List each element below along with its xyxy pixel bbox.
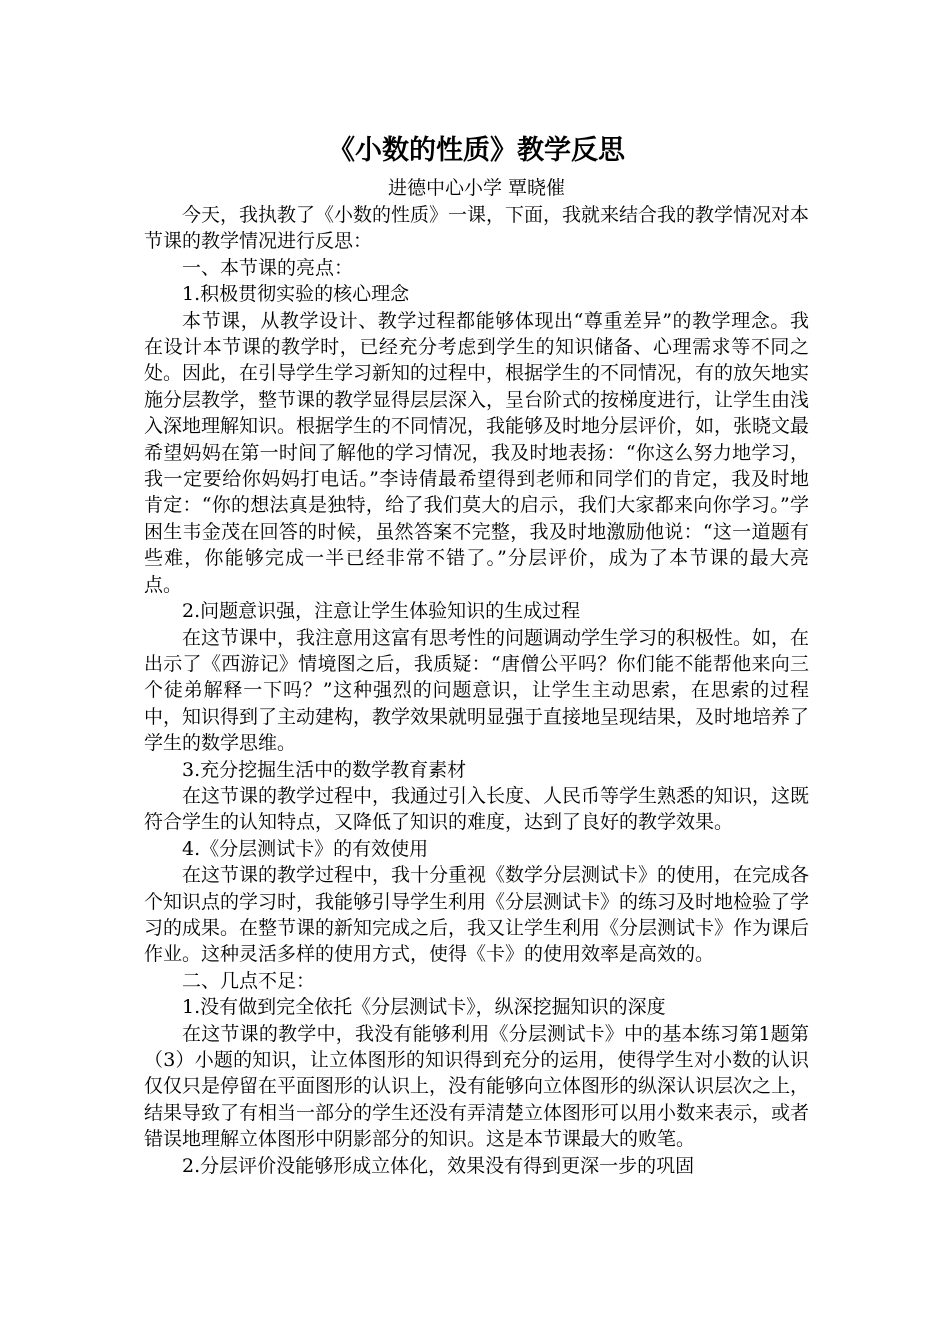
document-page [144, 128, 809, 1179]
subheading-1: 1.积极贯彻实验的核心理念 [182, 283, 410, 306]
paragraph-2: 在这节课中，我注意用这富有思考性的问题调动学生学习的积极性。如，在出示了《西游记》情境图之后，我质疑：“唐僧公平吗？你们能不能帮他来向三个徒弟解释一下吗？”这种强烈的问题意识，让学生主动思索，在思索的过程中，知识得到了主动建构，教学效果就明显强于直接地呈现结果，及时地培养了学生的数学思维。 [144, 626, 810, 755]
subheading-2: 2.问题意识强，注意让学生体验知识的生成过程 [182, 600, 581, 623]
document-title: 《小数的性质》教学反思 [328, 135, 625, 166]
paragraph-5: 在这节课的教学中，我没有能够利用《分层测试卡》中的基本练习第1题第（3）小题的知识，让立体图形的知识得到充分的运用，使得学生对小数的认识仅仅只是停留在平面图形的认识上，没有能够向立体图形的纵深认识层次之上，结果导致了有相当一部分的学生还没有弄清楚立体图形可以用小数来表示，或者错误地理解立体图形中阴影部分的知识。这是本节课最大的败笔。 [144, 1022, 810, 1151]
heading-shortcomings: 二、几点不足： [182, 969, 316, 992]
subheading-5: 1.没有做到完全依托《分层测试卡》，纵深挖掘知识的深度 [182, 996, 666, 1019]
subheading-6: 2.分层评价没能够形成立体化，效果没有得到更深一步的巩固 [182, 1154, 695, 1177]
document-author: 进德中心小学 覃晓催 [387, 177, 566, 199]
subheading-3: 3.充分挖掘生活中的数学教育素材 [182, 758, 467, 781]
paragraph-3: 在这节课的教学过程中，我通过引入长度、人民币等学生熟悉的知识，这既符合学生的认知特点，又降低了知识的难度，达到了良好的教学效果。 [144, 784, 810, 834]
heading-highlights: 一、本节课的亮点： [182, 256, 354, 279]
paragraph-4: 在这节课的教学过程中，我十分重视《数学分层测试卡》的使用，在完成各个知识点的学习时，我能够引导学生利用《分层测试卡》的练习及时地检验了学习的成果。在整节课的新知完成之后，我又让学生利用《分层测试卡》作为课后作业。这种灵活多样的使用方式，使得《卡》的使用效率是高效的。 [144, 864, 810, 966]
paragraph-1: 本节课，从教学设计、教学过程都能够体现出“尊重差异”的教学理念。我在设计本节课的教学时，已经充分考虑到学生的知识储备、心理需求等不同之处。因此，在引导学生学习新知的过程中，根据学生的不同情况，有的放矢地实施分层教学，整节课的教学显得层层深入，呈台阶式的按梯度进行，让学生由浅入深地理解知识。根据学生的不同情况，我能够及时地分层评价，如，张晓文最希望妈妈在第一时间了解他的学习情况，我及时地表扬：“你这么努力地学习，我一定要给你妈妈打电话。”李诗倩最希望得到老师和同学们的肯定，我及时地肯定：“你的想法真是独特，给了我们莫大的启示，我们大家都来向你学习。”学困生韦金茂在回答的时候，虽然答案不完整，我及时地激励他说：“这一道题有些难，你能够完成一半已经非常不错了。”分层评价，成为了本节课的最大亮点。 [144, 309, 810, 596]
subheading-4: 4.《分层测试卡》的有效使用 [182, 837, 429, 860]
paragraph-intro: 今天，我执教了《小数的性质》一课，下面，我就来结合我的教学情况对本节课的教学情况进行反思： [144, 204, 810, 253]
